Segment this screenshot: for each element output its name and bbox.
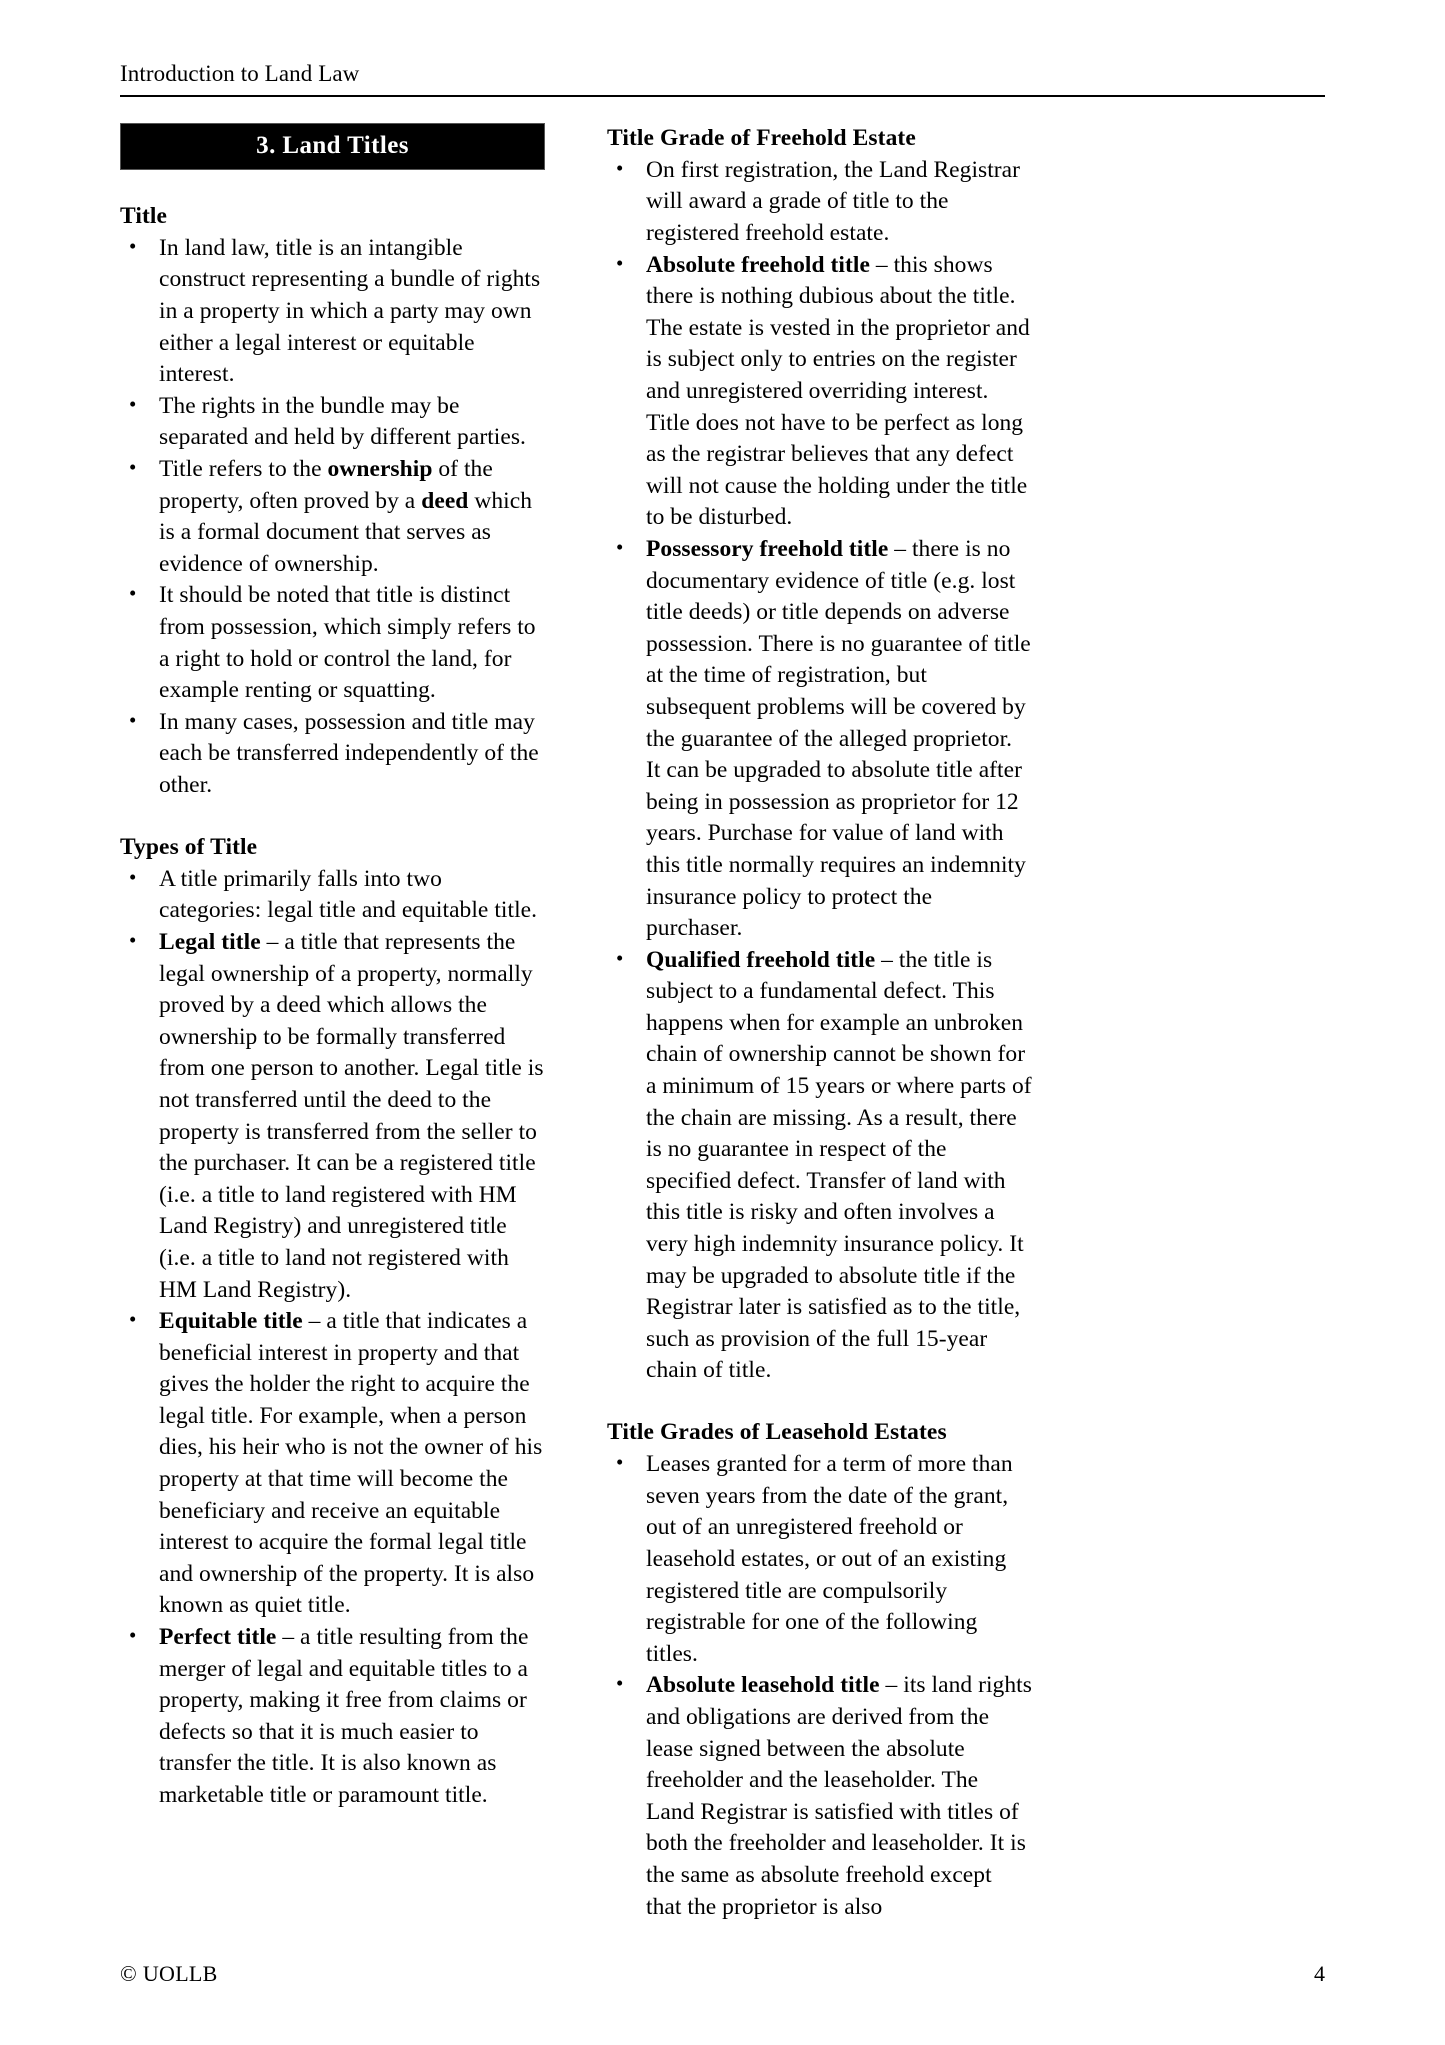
bullet-text: – a title resulting from the merger of legal and equitable titles to a property, making it free from claims or defects so that it is much easier to transfer the title. It is also known as marketable title or paramount title. — [159, 1624, 529, 1808]
bullet-text: A title primarily falls into two categories: legal title and equitable title. — [159, 865, 538, 924]
bullet-item — [120, 707, 545, 802]
footer-page-number: 4 — [1314, 1961, 1325, 1986]
bullet-text: which is a formal document that serves as evidence of ownership. — [159, 487, 533, 577]
bullet-text: of the property, often proved by a — [159, 456, 493, 514]
bullet-term: ownership — [327, 456, 433, 482]
bullet-text: On first registration, the Land Registrar will award a grade of title to the registered freehold estate. — [646, 156, 1021, 247]
bullet-item — [120, 391, 545, 454]
header-divider — [120, 95, 1325, 97]
bullet-text: In land law, title is an intangible construct representing a bundle of rights in a property in which a party may own either a legal interest or equitable interest. — [159, 234, 541, 388]
bullet-term: Equitable title — [159, 1308, 303, 1335]
right-column — [607, 123, 1032, 1924]
bullet-item — [120, 864, 545, 927]
bullet-item — [607, 1670, 1032, 1923]
bullet-item — [120, 1622, 545, 1812]
bullet-item — [120, 233, 545, 391]
page-footer — [120, 1961, 1325, 1987]
bullet-item — [120, 1306, 545, 1622]
bullet-item — [120, 580, 545, 706]
bullet-text: – a title that indicates a beneficial interest in property and that gives the holder the right to acquire the legal title. For example, when a person dies, his heir who is not the owner of his property at that time will become the beneficiary and receive an equitable interest to acquire the formal legal title and ownership of the property. It is also known as quiet title. — [159, 1308, 543, 1619]
bullet-item — [607, 945, 1032, 1387]
bullet-term: Legal title — [159, 928, 261, 955]
bullet-text: – the title is subject to a fundamental defect. This happens when for example an unbroken chain of ownership cannot be shown for a minimum of 15 years or where parts of the chain are missing. As a result, there is no guarantee in respect of the specified defect. Transfer of land with this title is risky and often involves a very high indemnity insurance policy. It may be upgraded to absolute title if the Registrar later is satisfied as to the title, such as provision of the full 15-year chain of title. — [646, 946, 1032, 1384]
bullet-term: deed — [421, 487, 469, 514]
section-heading: Types of Title — [120, 833, 258, 860]
section-heading: Title Grade of Freehold Estate — [607, 124, 916, 151]
bullet-list — [120, 233, 545, 802]
running-header-text: Introduction to Land Law — [120, 61, 360, 86]
bullet-list — [120, 864, 545, 1812]
bullet-text: – there is no documentary evidence of title (e.g. lost title deeds) or title depends on adverse possession. There is no guarantee of title at the time of registration, but subsequent problems will be covered by the guarantee of the alleged proprietor. It can be upgraded to absolute title after being in possession as proprietor for 12 years. Purchase for value of land with this title normally requires an indemnity insurance policy to protect the purchaser. — [646, 535, 1031, 942]
bullet-term: Absolute leasehold title — [646, 1672, 880, 1699]
bullet-term: Possessory freehold title — [646, 535, 889, 562]
bullet-item — [607, 1449, 1032, 1670]
bullet-item — [607, 534, 1032, 945]
bullet-text: It should be noted that title is distinct from possession, which simply refers to a right to hold or control the land, for example renting or squatting. — [159, 582, 536, 704]
bullet-list — [607, 155, 1032, 1387]
bullet-text: – this shows there is nothing dubious about the title. The estate is vested in the proprietor and is subject only to entries on the register and unregistered overriding interest. Title does not have to be perfect as long as the registrar believes that any defect will not cause the holding under the title to be disturbed. — [646, 251, 1030, 531]
right-column-sections — [607, 123, 1032, 1924]
left-column — [120, 123, 545, 1812]
section-heading: Title Grades of Leasehold Estates — [607, 1419, 947, 1445]
bullet-item — [607, 155, 1032, 250]
bullet-term: Perfect title — [159, 1624, 277, 1651]
chapter-banner — [120, 123, 545, 170]
section-heading: Title — [120, 202, 168, 229]
bullet-text: The rights in the bundle may be separated and held by different parties. — [159, 392, 526, 451]
footer-copyright: © UOLLB — [120, 1961, 218, 1986]
bullet-item — [607, 250, 1032, 534]
bullet-term: Qualified freehold title — [646, 946, 876, 973]
two-column-body — [120, 123, 1325, 1924]
bullet-list — [607, 1449, 1032, 1923]
bullet-text: Leases granted for a term of more than seven years from the date of the grant, out of an unregistered freehold or leasehold estates, or out of an existing registered title are compulsorily registrable for one of the following titles. — [646, 1451, 1013, 1667]
left-column-sections — [120, 201, 545, 1812]
running-header — [120, 60, 1325, 95]
bullet-item — [120, 927, 545, 1306]
bullet-text: In many cases, possession and title may each be transferred independently of the other. — [159, 708, 539, 798]
bullet-term: Absolute freehold title — [646, 251, 870, 278]
bullet-text: – its land rights and obligations are derived from the lease signed between the absolute freeholder and the leaseholder. The Land Registrar is satisfied with titles of both the freeholder and leaseholder. It is the same as absolute freehold except that the proprietor is also — [646, 1672, 1032, 1920]
bullet-text: Title refers to the — [159, 456, 328, 482]
bullet-item — [120, 454, 545, 580]
chapter-banner-title: 3. Land Titles — [256, 131, 409, 159]
bullet-text: – a title that represents the legal ownership of a property, normally proved by a deed which allows the ownership to be formally transferred from one person to another. Legal title is not transferred until the deed to the property is transferred from the seller to the purchaser. It can be a registered title (i.e. a title to land registered with HM Land Registry) and unregistered title (i.e. a title to land not registered with HM Land Registry). — [159, 928, 544, 1303]
